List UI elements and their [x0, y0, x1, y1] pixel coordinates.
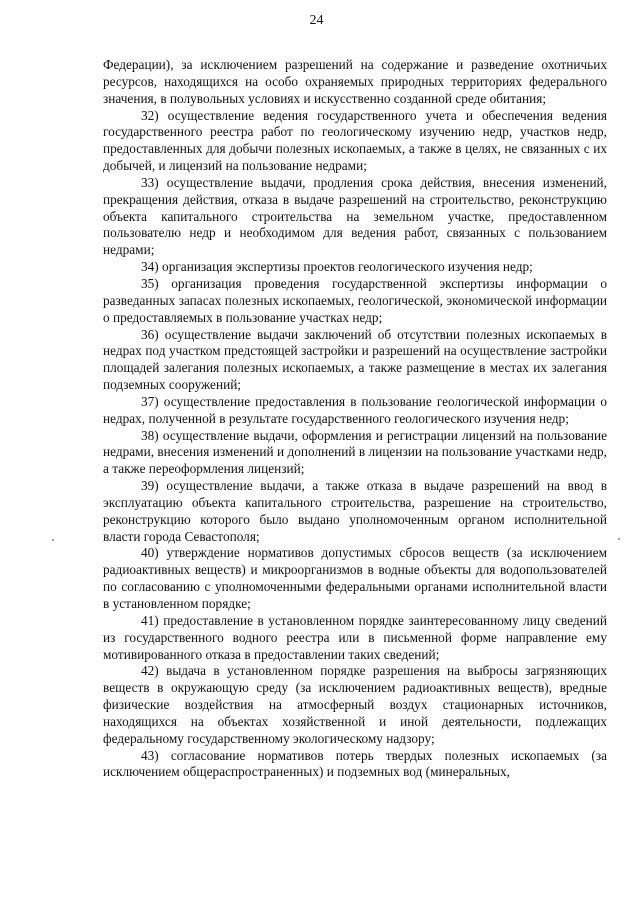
paragraph-item-36: 36) осуществление выдачи заключений об отсутствии полезных ископаемых в недрах под участком предстоящей застройки и разрешений на осуществление застройки площадей залегания полезных ископаемых, а также размещение в местах их залегания подземных сооружений;	[103, 326, 607, 393]
page-number: 24	[309, 13, 324, 28]
paragraph-item-33: 33) осуществление выдачи, продления срока действия, внесения изменений, прекращения действия, отказа в выдаче разрешений на строительство, реконструкцию объекта капитального строительства на земельном участке, предоставленном пользователю недр и необходимом для ведения работ, связанных с пользованием недрами;	[103, 174, 607, 258]
paragraph-item-34: 34) организация экспертизы проектов геологического изучения недр;	[141, 259, 533, 275]
paragraph-item-38: 38) осуществление выдачи, оформления и регистрации лицензий на пользование недрами, внесения изменений и дополнений в лицензии на пользование участками недр, а также переоформления лицензий;	[103, 427, 607, 477]
paragraph-item-37: 37) осуществление предоставления в пользование геологической информации о недрах, полученной в результате государственного геологического изучения недр;	[103, 393, 607, 426]
paragraph-item-39: 39) осуществление выдачи, а также отказа в выдаче разрешений на ввод в эксплуатацию объекта капитального строительства, разрешение на строительство, реконструкцию которого было выдано уполномоченным органом исполнительной власти города Севастополя;	[103, 478, 607, 544]
paragraph-continuation: Федерации), за исключением разрешений на содержание и разведение охотничьих ресурсов, находящихся на особо охраняемых природных территориях федерального значения, в полувольных условиях и искусственно созданной среде обитания;	[103, 57, 607, 106]
paragraph-item-41: 41) предоставление в установленном порядке заинтересованному лицу сведений из государственного водного реестра или в письменной форме направление ему мотивированного отказа в предоставлении таких сведений;	[103, 612, 607, 662]
paragraph-item-40: 40) утверждение нормативов допустимых сбросов веществ (за исключением радиоактивных веществ) и микроорганизмов в водные объекты для водопользователей по согласованию с уполномоченными федеральными органами исполнительной власти в установленном порядке;	[103, 545, 607, 611]
paragraph-item-35: 35) организация проведения государственной экспертизы информации о разведанных запасах полезных ископаемых, геологической, экономической информации о предоставляемых в пользование участках недр;	[103, 275, 607, 325]
document-body	[103, 57, 607, 781]
scan-mark	[618, 538, 620, 540]
paragraph-item-32: 32) осуществление ведения государственного учета и обеспечения ведения государственного реестра работ по геологическому изучению недр, участков недр, предоставленных для добычи полезных ископаемых, а также в целях, не связанных с их добычей, и лицензий на пользование недрами;	[103, 107, 607, 174]
scan-mark	[52, 539, 54, 541]
paragraph-item-42: 42) выдача в установленном порядке разрешения на выбросы загрязняющих веществ в окружающую среду (за исключением радиоактивных веществ), вредные физические воздействия на атмосферный воздух стационарных источников, находящихся на объектах хозяйственной и иной деятельности, подлежащих федеральному государственному экологическому надзору;	[103, 663, 607, 746]
paragraph-item-43: 43) согласование нормативов потерь твердых полезных ископаемых (за исключением общераспространенных) и подземных вод (минеральных,	[103, 747, 607, 780]
